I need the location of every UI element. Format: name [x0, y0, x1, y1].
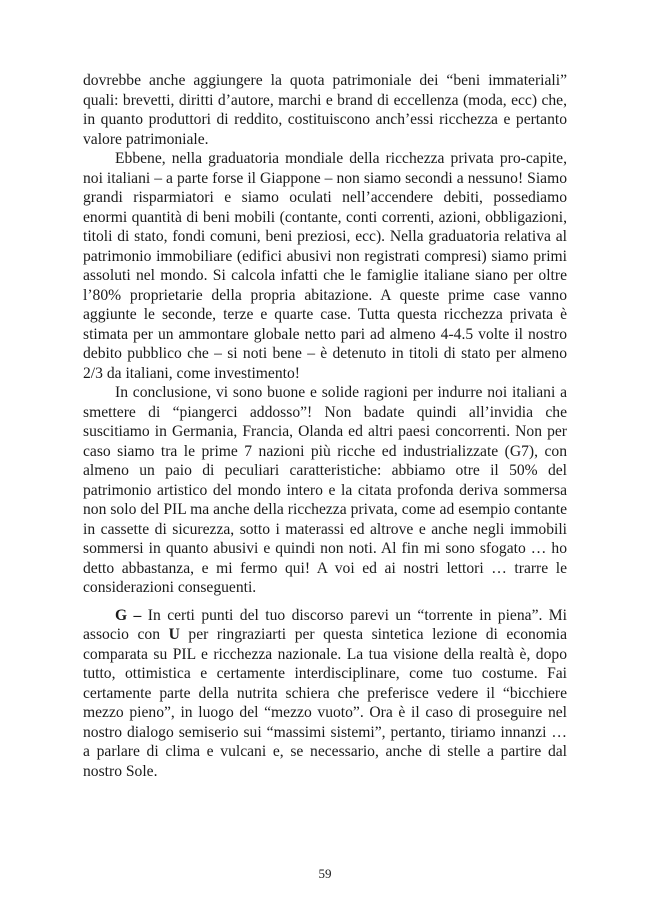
paragraph-dialogue-g	[83, 606, 567, 782]
paragraph-conclusione: In conclusione, vi sono buone e solide ragioni per indurre noi italiani a smettere di “piangerci addosso”! Non badate quindi all’invidia che suscitiamo in Germania, Francia, Olanda ed altri paesi concorrenti. Non per caso siamo tra le prime 7 nazioni più ricche ed industrializzate (G7), con almeno un paio di peculiari caratteristiche: abbiamo otre il 50% del patrimonio artistico del mondo intero e la citata profonda deriva sommersa non solo del PIL ma anche della ricchezza privata, come ad esempio contante in cassette di sicurezza, sotto i materassi ed altrove e anche negli immobili sommersi in quanto abusivi e quindi non noti. Al fin mi sono sfogato … ho detto abbastanza, e mi fermo qui! A voi ed ai nostri lettori … trarre le considerazioni conseguenti.	[83, 384, 567, 596]
paragraph-continued: dovrebbe anche aggiungere la quota patrimoniale dei “beni immateriali” quali: brevetti, diritti d’autore, marchi e brand di eccellenza (moda, ecc) che, in quanto produttori di reddito, costituiscono anch’essi ricchezza e pertanto valore patrimoniale.	[83, 72, 567, 148]
body-text	[83, 71, 567, 781]
dialogue-text-part-b: per ringraziarti per questa sintetica lezione di economia comparata su PIL e ricchezza nazionale. La tua visione della realtà è, dopo tutto, ottimistica e certamente interdisciplinare, come tuo costume. Fai certamente parte della nutrita schiera che preferisce vedere il “bicchiere mezzo pieno”, in luogo del “mezzo vuoto”. Ora è il caso di proseguire nel nostro dialogo semiserio sui “massimi sistemi”, pertanto, tiriamo innanzi … a parlare di clima e vulcani e, se necessario, anche di stelle a partire dal nostro Sole.	[83, 626, 568, 780]
dialogue-text-part-a: In certi punti del tuo discorso parevi un “torrente in piena”. Mi associo con	[83, 606, 568, 643]
page-number: 59	[318, 866, 332, 881]
speaker-label-u: U	[168, 626, 180, 643]
speaker-label-g: G –	[115, 606, 142, 624]
paragraph-ricchezza-privata: Ebbene, nella graduatoria mondiale della ricchezza privata pro-capite, noi italiani – a parte forse il Giappone – non siamo secondi a nessuno! Siamo grandi risparmiatori e siamo oculati nell’accendere debiti, possediamo enormi quantità di beni mobili (contante, conti correnti, azioni, obbligazioni, titoli di stato, fondi comuni, beni preziosi, ecc). Nella graduatoria relativa al patrimonio immobiliare (edifici abusivi non registrati compresi) siamo primi assoluti nel mondo. Si calcola infatti che le famiglie italiane siano per oltre l’80% proprietarie della propria abitazione. A queste prime case vanno aggiunte le seconde, terze e quarte case. Tutta questa ricchezza privata è stimata per un ammontare globale netto pari ad almeno 4-4.5 volte il nostro debito pubblico che – si noti bene – è detenuto in titoli di stato per almeno 2/3 da italiani, come investimento!	[83, 150, 567, 382]
